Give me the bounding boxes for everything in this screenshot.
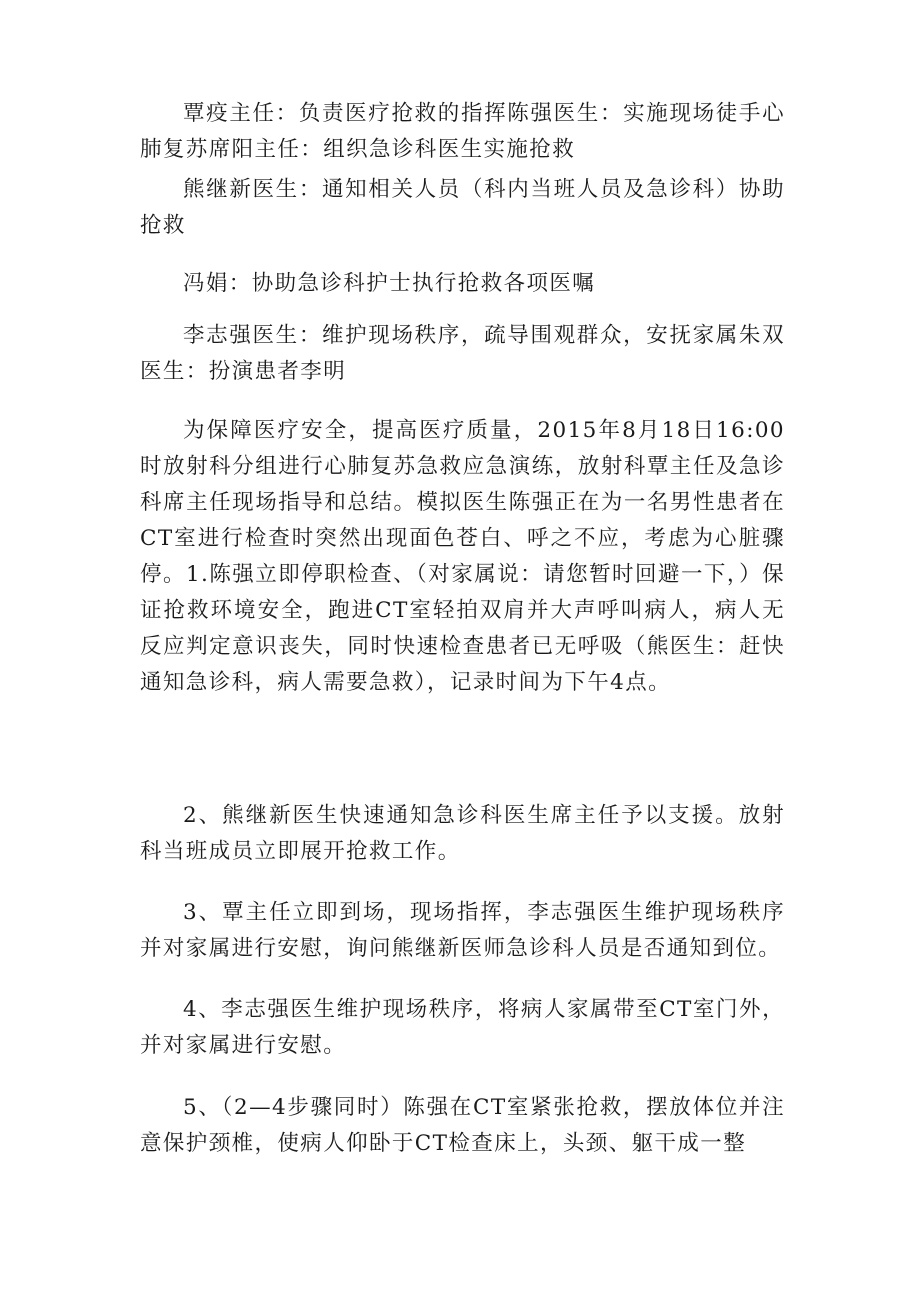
paragraph-roles-3: 冯娟：协助急诊科护士执行抢救各项医嘱 bbox=[183, 271, 596, 296]
paragraph-roles-4: 李志强医生：维护现场秩序，疏导围观群众，安抚家属朱双医生：扮演患者李明 bbox=[140, 323, 785, 384]
paragraph-drill-description: 为保障医疗安全，提高医疗质量，2015年8月18日16:00时放射科分组进行心肺复苏急救应急演练，放射科覃主任及急诊科席主任现场指导和总结。模拟医生陈强正在为一名男性患者在CT室进行检查时突然出现面色苍白、呼之不应，考虑为心脏骤停。1.陈强立即停职检查、（对家属说：请您暂时回避一下，）保证抢救环境安全，跑进CT室轻拍双肩并大声呼叫病人，病人无反应判定意识丧失，同时快速检查患者已无呼吸（熊医生：赶快通知急诊科，病人需要急救），记录时间为下午4点。 bbox=[140, 418, 785, 695]
paragraph-step-2: 2、熊继新医生快速通知急诊科医生席主任予以支援。放射科当班成员立即展开抢救工作。 bbox=[140, 803, 785, 864]
paragraph-roles-1: 覃疫主任：负责医疗抢救的指挥陈强医生：实施现场徒手心肺复苏席阳主任：组织急诊科医生实施抢救 bbox=[140, 101, 785, 162]
paragraph-step-5: 5、（2—4步骤同时）陈强在CT室紧张抢救，摆放体位并注意保护颈椎，使病人仰卧于CT检查床上，头颈、躯干成一整 bbox=[140, 1095, 785, 1156]
paragraph-roles-2: 熊继新医生：通知相关人员（科内当班人员及急诊科）协助抢救 bbox=[140, 177, 785, 238]
paragraph-step-4: 4、李志强医生维护现场秩序，将病人家属带至CT室门外，并对家属进行安慰。 bbox=[140, 997, 785, 1058]
paragraph-step-3: 3、覃主任立即到场，现场指挥，李志强医生维护现场秩序并对家属进行安慰，询问熊继新医师急诊科人员是否通知到位。 bbox=[140, 900, 785, 961]
